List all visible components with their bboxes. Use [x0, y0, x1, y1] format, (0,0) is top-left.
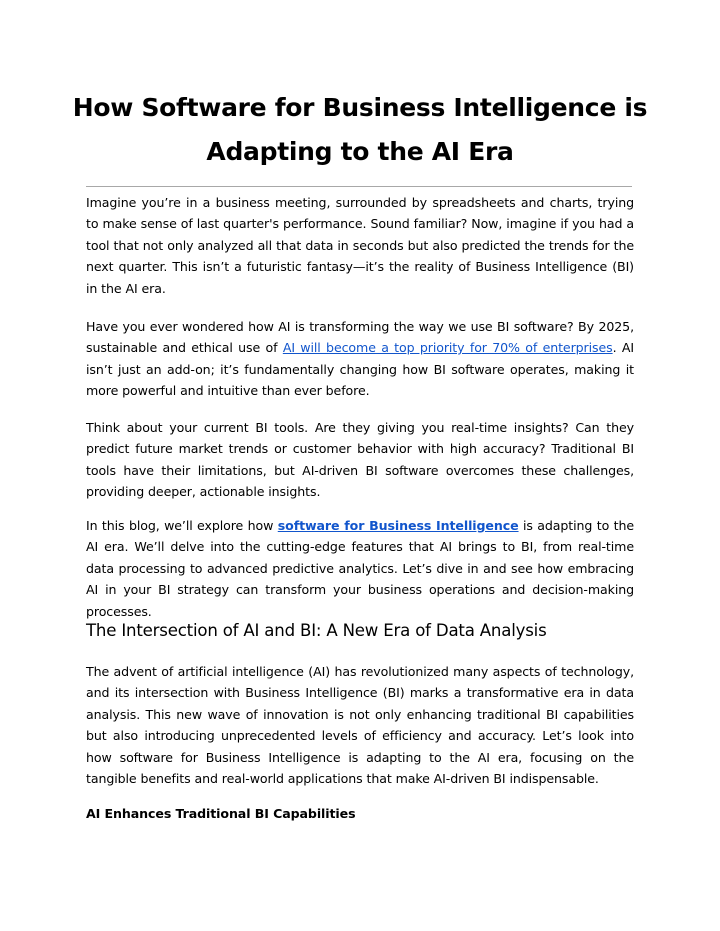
blog-overview-text-before: In this blog, we’ll explore how — [86, 518, 278, 533]
current-tools-paragraph: Think about your current BI tools. Are they giving you real-time insights? Can they predict future market trends or customer behavior with high accuracy? Traditional BI tools have their limitations, but AI-driven BI software overcomes these challenges, providing deeper, actionable insights. — [86, 420, 634, 500]
title-divider — [86, 186, 632, 187]
ai-priority-paragraph — [86, 316, 634, 402]
ai-priority-link[interactable]: AI will become a top priority for 70% of enterprises — [282, 340, 613, 356]
intersection-paragraph: The advent of artificial intelligence (AI) has revolutionized many aspects of technology, and its intersection with Business Intelligence (BI) marks a transformative era in data analysis. This new wave of innovation is not only enhancing traditional BI capabilities but also introducing unprecedented levels of efficiency and accuracy. Let’s look into how software for Business Intelligence is adapting to the AI era, focusing on the tangible benefits and real-world applications that make AI-driven BI indispensable. — [86, 664, 634, 787]
bi-software-link[interactable]: software for Business Intelligence — [277, 518, 519, 533]
ai-priority-text-before: Have you ever wondered how AI is transforming the way we use BI software? By 2025, sustainable and ethical use of — [86, 319, 634, 356]
document-title: How Software for Business Intelligence is Adapting to the AI Era — [72, 93, 648, 166]
intro-paragraph: Imagine you’re in a business meeting, surrounded by spreadsheets and charts, trying to make sense of last quarter's performance. Sound familiar? Now, imagine if you had a tool that not only analyzed all that data in seconds but also predicted the trends for the next quarter. This isn’t a futuristic fantasy—it’s the reality of Business Intelligence (BI) in the AI era. — [86, 195, 634, 296]
blog-overview-paragraph — [86, 515, 634, 622]
ai-priority-text-after: . AI isn’t just an add-on; it’s fundamentally changing how BI software operates, making it more powerful and intuitive than ever before. — [86, 340, 634, 399]
blog-overview-text-after: is adapting to the AI era. We’ll delve into the cutting-edge features that AI brings to BI, from real-time data processing to advanced predictive analytics. Let’s dive in and see how embracing AI in your BI strategy can transform your business operations and decision-making processes. — [86, 518, 634, 619]
subsection-heading: AI Enhances Traditional BI Capabilities — [86, 806, 356, 821]
section-heading: The Intersection of AI and BI: A New Era of Data Analysis — [86, 621, 547, 640]
